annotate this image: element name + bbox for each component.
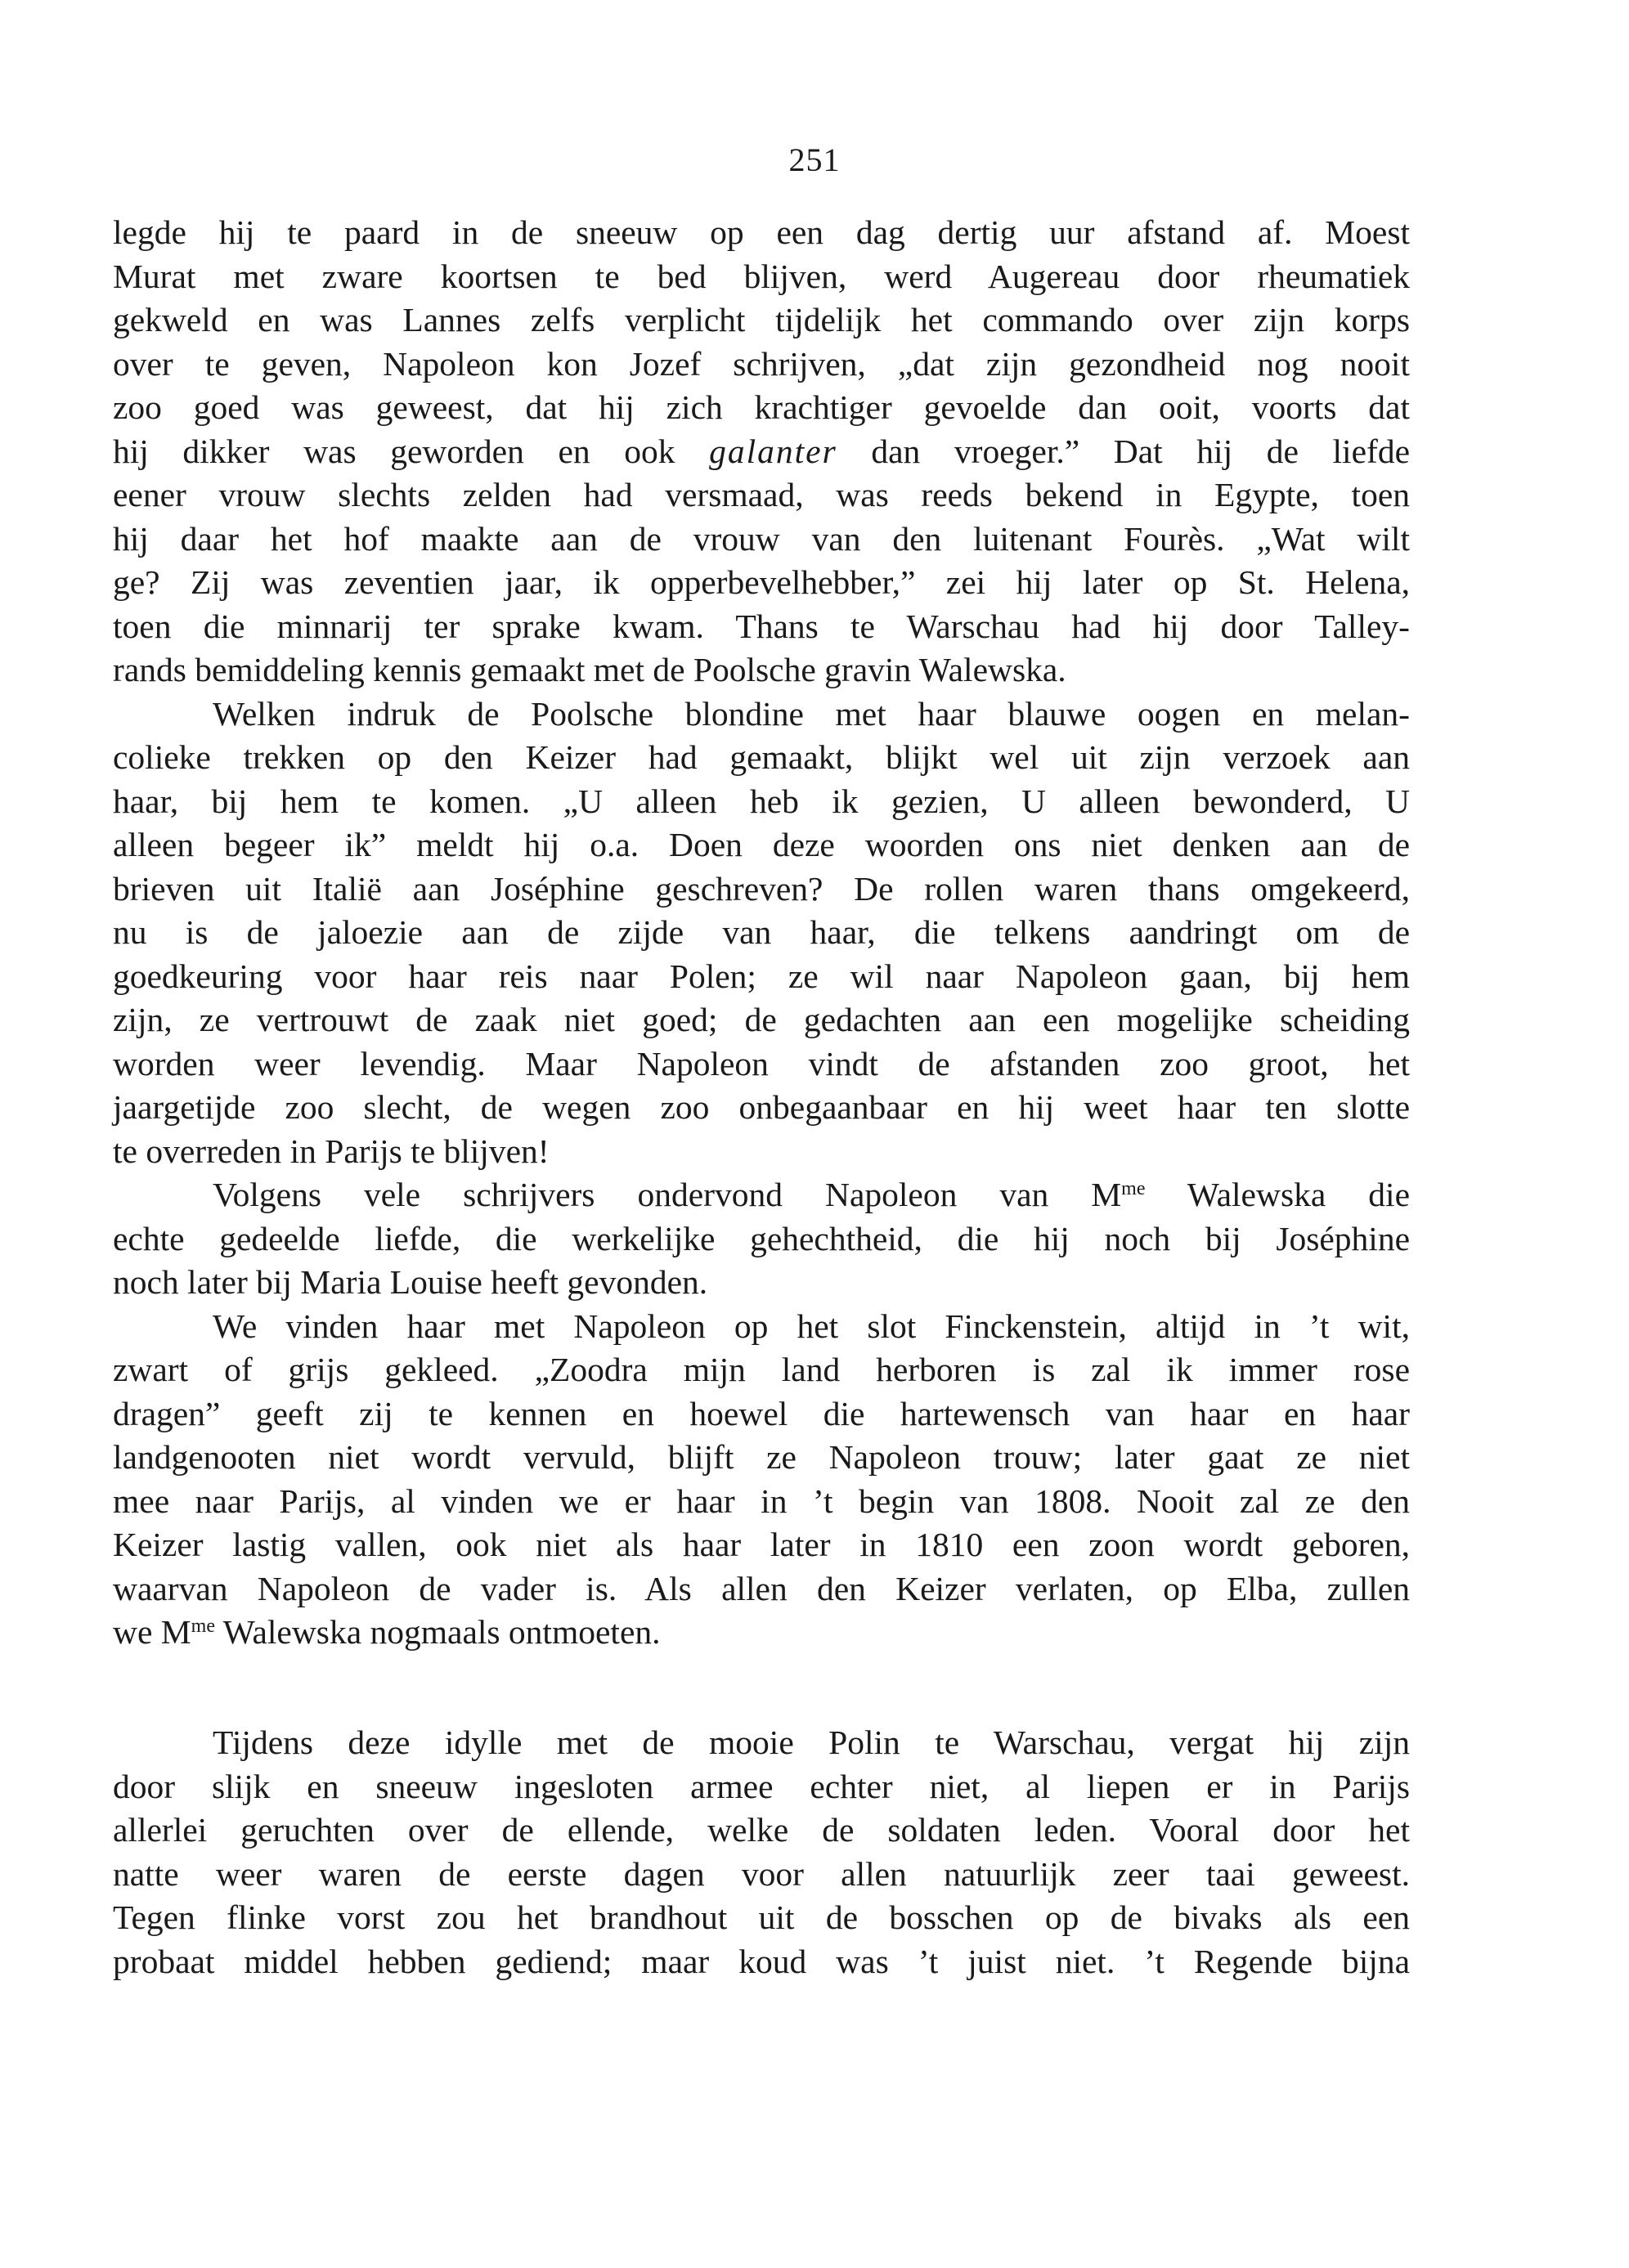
text-line: allerlei geruchten over de ellende, welke de soldaten leden. Vooral door het [113, 1811, 1410, 1849]
text-line: We vinden haar met Napoleon op het slot Finckenstein, altijd in ’t wit, [213, 1307, 1410, 1345]
text-run: Walewska die [1145, 1176, 1410, 1213]
text-line: natte weer waren de eerste dagen voor allen natuurlijk zeer taai geweest. [113, 1854, 1410, 1893]
text-line: noch later bij Maria Louise heeft gevonden. [113, 1263, 708, 1301]
text-line: legde hij te paard in de sneeuw op een dag dertig uur afstand af. Moest [113, 213, 1410, 251]
text-line: colieke trekken op den Keizer had gemaakt, blijkt wel uit zijn verzoek aan [113, 738, 1410, 776]
text-line: rands bemiddeling kennis gemaakt met de Poolsche gravin Walewska. [113, 651, 1066, 688]
text-line: toen die minnarij ter sprake kwam. Thans te Warschau had hij door Talley- [113, 607, 1410, 645]
superscript: me [1121, 1178, 1146, 1199]
paragraph [113, 1721, 1410, 1983]
text-column-lower [113, 1721, 1410, 1983]
text-line: jaargetijde zoo slecht, de wegen zoo onbegaanbaar en hij weet haar ten slotte [113, 1088, 1410, 1126]
text-column-upper [113, 211, 1410, 1655]
text-line: hij daar het hof maakte aan de vrouw van den luitenant Fourès. „Wat wilt [113, 519, 1410, 558]
text-line: zoo goed was geweest, dat hij zich krachtiger gevoelde dan ooit, voorts dat [113, 388, 1410, 426]
text-line: Tegen flinke vorst zou het brandhout uit de bosschen op de bivaks als een [113, 1898, 1410, 1936]
text-line: te overreden in Parijs te blijven! [113, 1132, 550, 1170]
text-line: Murat met zware koortsen te bed blijven, werd Augereau door rheumatiek [113, 257, 1410, 295]
text-line: ge? Zij was zeventien jaar, ik opperbevelhebber,” zei hij later op St. Helena, [113, 563, 1410, 601]
paragraph [113, 1173, 1410, 1305]
text-line: Welken indruk de Poolsche blondine met haar blauwe oogen en melan- [213, 694, 1410, 733]
text-line: mee naar Parijs, al vinden we er haar in ’t begin van 1808. Nooit zal ze den [113, 1481, 1410, 1520]
text-line: haar, bij hem te komen. „U alleen heb ik gezien, U alleen bewonderd, U [113, 782, 1410, 820]
text-line [113, 430, 1410, 474]
text-line: eener vrouw slechts zelden had versmaad, was reeds bekend in Egypte, toen [113, 476, 1410, 513]
text-line: alleen begeer ik” meldt hij o.a. Doen deze woorden ons niet denken aan de [113, 826, 1410, 863]
text-run: Walewska nogmaals ontmoeten. [215, 1613, 661, 1651]
text-line: over te geven, Napoleon kon Jozef schrijven, „dat zijn gezondheid nog nooit [113, 344, 1410, 383]
text-line [113, 1611, 1410, 1655]
text-line: worden weer levendig. Maar Napoleon vindt de afstanden zoo groot, het [113, 1044, 1410, 1082]
text-line: dragen” geeft zij te kennen en hoewel die hartewensch van haar en haar [113, 1394, 1410, 1432]
page-number: 251 [788, 141, 841, 178]
text-line: door slijk en sneeuw ingesloten armee echter niet, al liepen er in Parijs [113, 1767, 1410, 1805]
superscript: me [191, 1616, 215, 1637]
text-line: Tijdens deze idylle met de mooie Polin te Warschau, vergat hij zijn [213, 1723, 1410, 1761]
text-line: echte gedeelde liefde, die werkelijke gehechtheid, die hij noch bij Joséphine [113, 1219, 1410, 1257]
text-line: probaat middel hebben gediend; maar koud was ’t juist niet. ’t Regende bijna [113, 1942, 1410, 1980]
text-line: brieven uit Italië aan Joséphine geschreven? De rollen waren thans omgekeerd, [113, 869, 1410, 908]
text-run: dan vroeger.” Dat hij de liefde [837, 432, 1410, 470]
emphasized-word: galanter [709, 432, 837, 470]
text-run: Volgens vele schrijvers ondervond Napoleon van M [213, 1176, 1122, 1213]
paragraph [113, 1305, 1410, 1655]
text-line [113, 1173, 1410, 1217]
text-line: landgenooten niet wordt vervuld, blijft ze Napoleon trouw; later gaat ze niet [113, 1438, 1410, 1476]
text-run: we M [113, 1613, 191, 1651]
text-run: hij dikker was geworden en ook [113, 432, 710, 470]
text-line: gekweld en was Lannes zelfs verplicht tijdelijk het commando over zijn korps [113, 301, 1410, 338]
text-line: nu is de jaloezie aan de zijde van haar, die telkens aandringt om de [113, 913, 1410, 951]
text-line: Keizer lastig vallen, ook niet als haar later in 1810 een zoon wordt geboren, [113, 1526, 1410, 1563]
text-line: waarvan Napoleon de vader is. Als allen den Keizer verlaten, op Elba, zullen [113, 1569, 1410, 1607]
paragraph [113, 211, 1410, 693]
text-line: goedkeuring voor haar reis naar Polen; ze wil naar Napoleon gaan, bij hem [113, 957, 1410, 995]
paragraph [113, 693, 1410, 1174]
text-line: zijn, ze vertrouwt de zaak niet goed; de gedachten aan een mogelijke scheiding [113, 1001, 1410, 1038]
text-line: zwart of grijs gekleed. „Zoodra mijn land herboren is zal ik immer rose [113, 1351, 1410, 1388]
